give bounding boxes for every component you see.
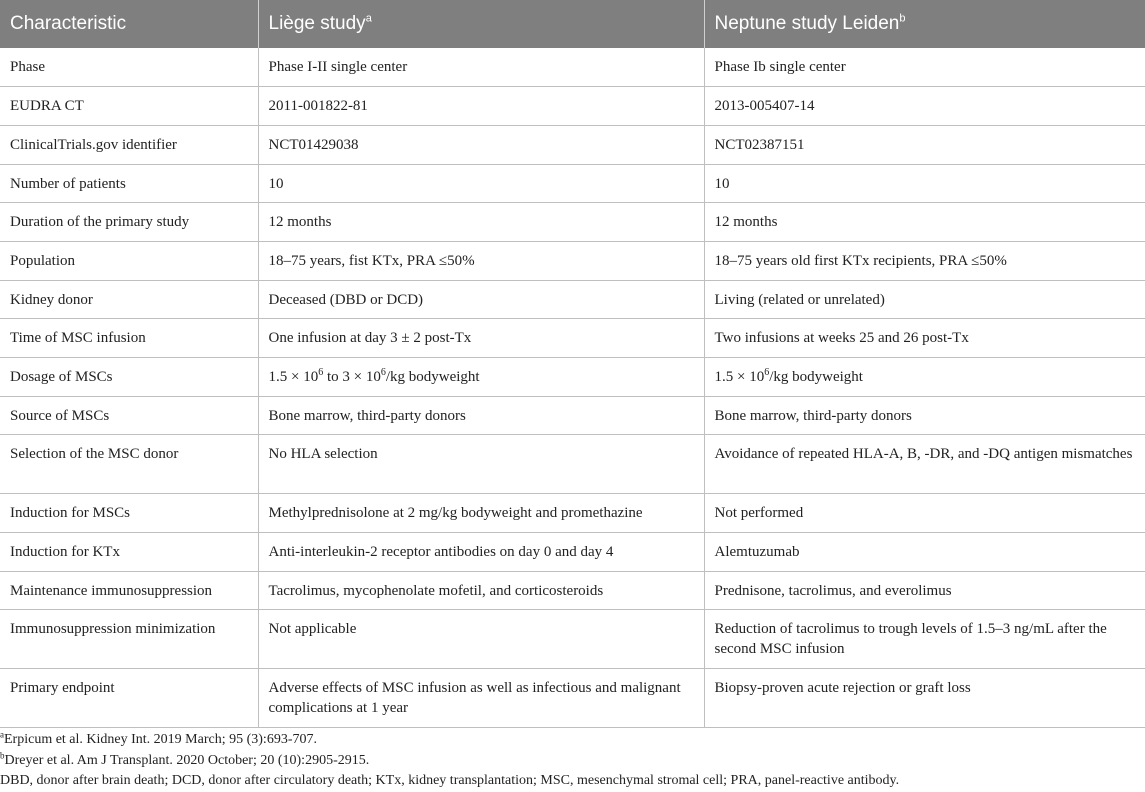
table-row: [0, 125, 1145, 164]
neptune-value: 2013-005407-14: [704, 87, 1145, 126]
table-row: [0, 241, 1145, 280]
table-row: [0, 396, 1145, 435]
table-row: [0, 669, 1145, 728]
neptune-value: Biopsy-proven acute rejection or graft loss: [704, 669, 1145, 728]
neptune-value: 18–75 years old first KTx recipients, PRA ≤50%: [704, 241, 1145, 280]
footnote-a: $^a$Erpicum et al. Kidney Int. 2019 March; 95 (3):693-707.: [0, 729, 317, 747]
footnote-b: $^b$Dreyer et al. Am J Transplant. 2020 October; 20 (10):2905-2915.: [0, 749, 370, 768]
neptune-value: 12 months: [704, 203, 1145, 242]
table-row: [0, 533, 1145, 572]
liege-value: Tacrolimus, mycophenolate mofetil, and corticosteroids: [258, 571, 704, 610]
table-footnotes: [0, 730, 899, 792]
row-label: Kidney donor: [0, 280, 258, 319]
table-row: [0, 358, 1145, 397]
liege-value: 2011-001822-81: [258, 87, 704, 126]
liege-value: NCT01429038: [258, 125, 704, 164]
footnote-mark-b: b: [899, 12, 906, 25]
liege-value: Anti-interleukin-2 receptor antibodies on day 0 and day 4: [258, 533, 704, 572]
row-label: Phase: [0, 48, 258, 87]
liege-value: $1.5 \times 10^6$ to $3 \times 10^6/kg$ bodyweight: [258, 358, 704, 397]
table-row: [0, 435, 1145, 494]
neptune-value: Prednisone, tacrolimus, and everolimus: [704, 571, 1145, 610]
neptune-value: Two infusions at weeks 25 and 26 post-Tx: [704, 319, 1145, 358]
neptune-value: NCT02387151: [704, 125, 1145, 164]
table-row: [0, 571, 1145, 610]
row-label: Source of MSCs: [0, 396, 258, 435]
row-label: Selection of the MSC donor: [0, 435, 258, 494]
row-label: Time of MSC infusion: [0, 319, 258, 358]
neptune-value: 10: [704, 164, 1145, 203]
liege-value: Deceased (DBD or DCD): [258, 280, 704, 319]
header-liege-study: Liège study$^a$: [258, 0, 704, 48]
table-row: [0, 610, 1145, 669]
liege-value: 18–75 years, fist KTx, PRA ≤50%: [258, 241, 704, 280]
liege-value: Bone marrow, third-party donors: [258, 396, 704, 435]
row-label: EUDRA CT: [0, 87, 258, 126]
liege-value: One infusion at day 3 ± 2 post-Tx: [258, 319, 704, 358]
liege-value: Adverse effects of MSC infusion as well as infectious and malignant complications at 1 year: [258, 669, 704, 728]
row-label: Immunosuppression minimization: [0, 610, 258, 669]
neptune-value: Bone marrow, third-party donors: [704, 396, 1145, 435]
footnote-mark-a: a: [365, 12, 372, 25]
liege-value: Not applicable: [258, 610, 704, 669]
header-neptune-study: Neptune study Leiden$^b$: [704, 0, 1145, 48]
row-label: Population: [0, 241, 258, 280]
header-characteristic: Characteristic: [0, 0, 258, 48]
neptune-value: Avoidance of repeated HLA-A, B, -DR, and -DQ antigen mismatches: [704, 435, 1145, 494]
liege-value: 10: [258, 164, 704, 203]
table-header-row: [0, 0, 1145, 48]
neptune-value: Reduction of tacrolimus to trough levels of 1.5–3 ng/mL after the second MSC infusion: [704, 610, 1145, 669]
row-label: ClinicalTrials.gov identifier: [0, 125, 258, 164]
liege-value: Phase I-II single center: [258, 48, 704, 87]
neptune-value: Phase Ib single center: [704, 48, 1145, 87]
row-label: Induction for MSCs: [0, 494, 258, 533]
table-row: [0, 164, 1145, 203]
abbreviations-note: DBD, donor after brain death; DCD, donor after circulatory death; KTx, kidney transplantation; MSC, mesenchymal stromal cell; PRA, panel-reactive antibody.: [0, 773, 900, 788]
neptune-value: Not performed: [704, 494, 1145, 533]
table-row: [0, 87, 1145, 126]
liege-value: No HLA selection: [258, 435, 704, 494]
neptune-value: $1.5 \times 10^6/kg$ bodyweight: [704, 358, 1145, 397]
row-label: Induction for KTx: [0, 533, 258, 572]
row-label: Maintenance immunosuppression: [0, 571, 258, 610]
row-label: Primary endpoint: [0, 669, 258, 728]
table-row: [0, 48, 1145, 87]
liege-value: Methylprednisolone at 2 mg/kg bodyweight and promethazine: [258, 494, 704, 533]
table-row: [0, 203, 1145, 242]
row-label: Duration of the primary study: [0, 203, 258, 242]
neptune-value: Living (related or unrelated): [704, 280, 1145, 319]
liege-value: 12 months: [258, 203, 704, 242]
row-label: Dosage of MSCs: [0, 358, 258, 397]
table-row: [0, 280, 1145, 319]
row-label: Number of patients: [0, 164, 258, 203]
neptune-value: Alemtuzumab: [704, 533, 1145, 572]
table-row: [0, 494, 1145, 533]
table-row: [0, 319, 1145, 358]
